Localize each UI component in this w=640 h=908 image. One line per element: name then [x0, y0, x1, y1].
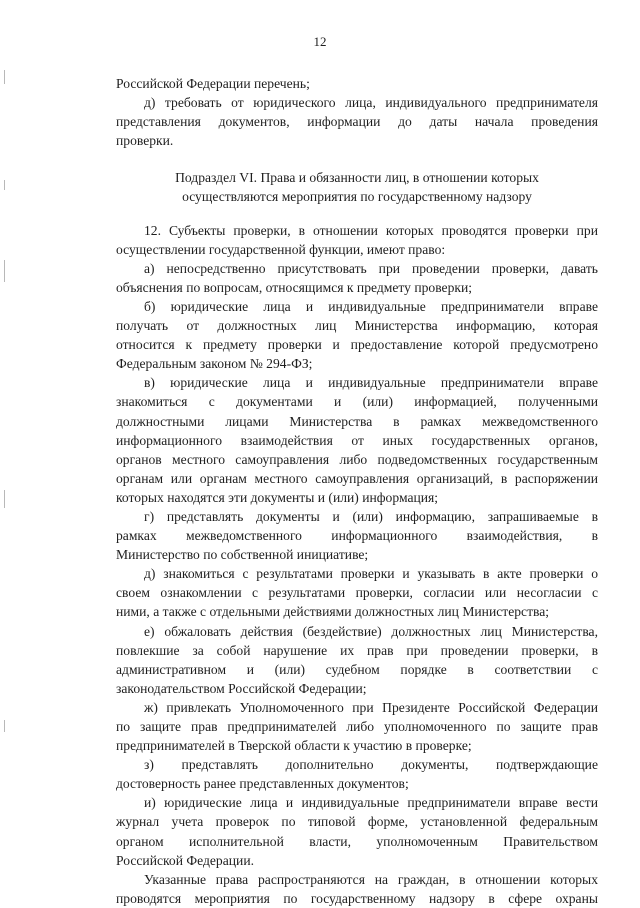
intro-block [116, 74, 598, 150]
section-heading-line-1: Подраздел VI. Права и обязанности лиц, в отношении которых [175, 170, 539, 186]
text-line: которых находятся эти документы и (или) информация; [116, 489, 439, 505]
text-line: органом исполнительной власти, уполномоченным Правительством [116, 833, 598, 849]
text-line: Федеральным законом № 294-ФЗ; [116, 356, 313, 372]
text-line: рамках межведомственного информационного взаимодействия, в [116, 528, 598, 544]
text-line: относится к предмету проверки и предоставление которой предусмотрено [116, 337, 598, 353]
text-line: проверки. [116, 133, 174, 149]
document-body [116, 74, 598, 908]
text-line: представления документов, информации до даты начала проведения [116, 114, 598, 130]
text-line: в) юридические лица и индивидуальные предприниматели вправе [144, 375, 598, 391]
text-line: е) обжаловать действия (бездействие) должностных лиц Министерства, [144, 623, 598, 639]
text-line: по защите прав предпринимателей либо уполномоченного по защите прав [116, 719, 598, 734]
text-line: должностными лицами Министерства в рамках межведомственного [116, 413, 598, 429]
text-line: ж) привлекать Уполномоченного при Президенте Российской Федерации [144, 699, 598, 715]
text-line: 12. Субъекты проверки, в отношении которых проводятся проверки при [144, 222, 598, 238]
text-line: административном и (или) судебном порядке в соответствии с [116, 661, 598, 677]
text-line: органов местного самоуправления либо подведомственных государственным [116, 451, 598, 467]
text-line: получать от должностных лиц Министерства информацию, которая [116, 318, 598, 334]
text-line: проводятся мероприятия по государственному надзору в сфере охраны [116, 890, 598, 906]
text-line: достоверность ранее представленных документов; [116, 776, 409, 792]
text-line: г) представлять документы и (или) информацию, запрашиваемые в [144, 508, 598, 524]
text-line: объяснения по вопросам, относящимся к предмету проверки; [116, 279, 473, 295]
text-line: органам или органам местного самоуправления организаций, в распоряжении [116, 470, 598, 486]
text-line: Российской Федерации перечень; [116, 76, 310, 91]
text-line: а) непосредственно присутствовать при проведении проверки, давать [144, 260, 598, 276]
text-line: б) юридические лица и индивидуальные предприниматели вправе [144, 298, 598, 314]
rights-section [116, 221, 598, 908]
text-line: своем ознакомлении с результатами проверки, согласии или несогласии с [116, 585, 598, 601]
scan-margin-marks [4, 60, 8, 860]
text-line: ними, а также с отдельными действиями должностных лиц Министерства; [116, 604, 550, 620]
text-line: д) знакомиться с результатами проверки и указывать в акте проверки о [144, 566, 598, 582]
text-line: Указанные права распространяются на граждан, в отношении которых [144, 871, 598, 887]
text-line: законодательством Российской Федерации; [116, 680, 367, 696]
text-line: Министерство по собственной инициативе; [116, 547, 369, 563]
page-number: 12 [313, 34, 327, 49]
text-line: журнал учета проверок по типовой форме, установленной федеральным [116, 814, 598, 830]
text-line: знакомиться с документами и (или) информацией, полученными [116, 394, 598, 410]
text-line: и) юридические лица и индивидуальные предприниматели вправе вести [144, 795, 598, 811]
text-line: д) требовать от юридического лица, индивидуального предпринимателя [144, 95, 598, 111]
text-line: повлекшие за собой нарушение их прав при проведении проверки, в [116, 642, 598, 658]
text-line: предпринимателей в Тверской области к участию в проверке; [116, 738, 472, 754]
text-line: з) представлять дополнительно документы, подтверждающие [144, 757, 598, 773]
text-line: Российской Федерации. [116, 852, 254, 868]
section-heading-line-2: осуществляются мероприятия по государственному надзору [182, 189, 532, 205]
text-line: осуществлении государственной функции, имеют право: [116, 241, 446, 257]
text-line: информационного взаимодействия от иных государственных органов, [116, 432, 598, 448]
